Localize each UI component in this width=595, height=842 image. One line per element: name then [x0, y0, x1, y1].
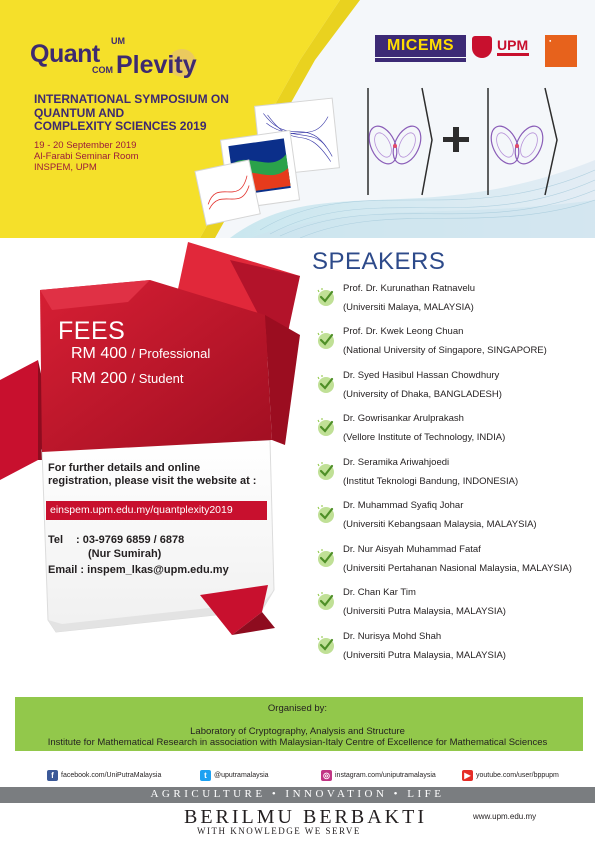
- speaker-name: Dr. Syed Hasibul Hassan Chowdhury: [343, 370, 500, 381]
- tagline-text: AGRICULTURE • INNOVATION • LIFE: [150, 788, 445, 800]
- symposium-title: [34, 93, 304, 134]
- speaker-item: [316, 500, 586, 540]
- fees-card-artwork: [0, 240, 300, 640]
- event-venue: Al-Farabi Seminar Room: [34, 151, 139, 162]
- tel-row: [48, 534, 185, 546]
- symposium-title-line-3: COMPLEXITY SCIENCES 2019: [34, 119, 207, 133]
- event-date: 19 - 20 September 2019: [34, 140, 137, 151]
- symposium-title-line-1: INTERNATIONAL SYMPOSIUM ON: [34, 92, 229, 106]
- social-link[interactable]: [321, 770, 436, 781]
- speaker-institution: (Universiti Putra Malaysia, MALAYSIA): [343, 650, 506, 661]
- instagram-icon: ◎: [321, 770, 332, 781]
- speaker-name: Dr. Chan Kar Tim: [343, 587, 416, 598]
- check-icon: [316, 417, 336, 437]
- check-icon: [316, 287, 336, 307]
- email-row: [48, 564, 229, 576]
- logo-um-text: UM: [111, 36, 125, 46]
- symposium-title-line-2: QUANTUM AND: [34, 105, 125, 120]
- logo-plexity-text: Plevity: [116, 51, 197, 79]
- header-banner: [0, 0, 595, 238]
- fee-amount: RM 400: [71, 345, 128, 362]
- speaker-institution: (University of Dhaka, BANGLADESH): [343, 389, 502, 400]
- speaker-item: [316, 370, 586, 410]
- social-link-text: instagram.com/uniputramalaysia: [335, 772, 436, 779]
- organiser-label: Organised by:: [267, 703, 328, 714]
- micems-logo: MICEMS: [375, 35, 466, 57]
- facebook-icon: f: [47, 770, 58, 781]
- logo-com-text: COM: [92, 65, 113, 75]
- details-line-1: For further details and online: [48, 462, 201, 474]
- social-link-text: youtube.com/user/bppupm: [476, 772, 559, 779]
- speaker-name: Prof. Dr. Kurunathan Ratnavelu: [343, 283, 476, 294]
- speaker-institution: (National University of Singapore, SINGAPORE): [343, 345, 547, 356]
- speaker-item: [316, 631, 586, 671]
- speaker-institution: (Universiti Malaya, MALAYSIA): [343, 302, 474, 313]
- speaker-name: Dr. Nur Aisyah Muhammad Fataf: [343, 544, 481, 555]
- upm-logo-underline: [497, 53, 529, 56]
- speaker-item: [316, 544, 586, 584]
- speaker-item: [316, 283, 586, 323]
- speaker-name: Dr. Gowrisankar Arulprakash: [343, 413, 464, 424]
- tel-label: Tel: [48, 534, 64, 546]
- email-value[interactable]: : inspem_lkas@upm.edu.my: [80, 564, 229, 576]
- youtube-icon: ▶: [462, 770, 473, 781]
- speaker-item: [316, 587, 586, 627]
- social-link[interactable]: [462, 770, 559, 781]
- email-label: Email: [48, 564, 78, 576]
- check-icon: [316, 504, 336, 524]
- fee-professional: [71, 345, 210, 363]
- speaker-item: [316, 326, 586, 366]
- logo-quant-text: Quant: [30, 40, 100, 68]
- graph-card-3: [195, 160, 260, 225]
- fee-amount: RM 200: [71, 370, 128, 387]
- speaker-institution: (Institut Teknologi Bandung, INDONESIA): [343, 476, 519, 487]
- speaker-item: [316, 413, 586, 453]
- speaker-name: Dr. Seramika Ariwahjoedi: [343, 457, 450, 468]
- upm-logo: UPM: [497, 37, 529, 53]
- sdg-badge-icon: ●: [545, 35, 577, 67]
- footer-website-link[interactable]: www.upm.edu.my: [473, 812, 537, 821]
- social-link-text: @uputramalaysia: [214, 772, 269, 779]
- micems-logo-underline: [375, 58, 466, 62]
- university-motto: BERILMU BERBAKTI: [184, 806, 427, 828]
- check-icon: [316, 635, 336, 655]
- social-link[interactable]: [47, 770, 161, 781]
- upm-crest-icon: [472, 36, 492, 58]
- registration-details: [48, 462, 278, 488]
- fee-category: / Professional: [131, 346, 211, 361]
- speaker-name: Prof. Dr. Kwek Leong Chuan: [343, 326, 464, 337]
- check-icon: [316, 548, 336, 568]
- check-icon: [316, 330, 336, 350]
- speaker-name: Dr. Muhammad Syafiq Johar: [343, 500, 464, 511]
- check-icon: [316, 374, 336, 394]
- social-link-text: facebook.com/UniPutraMalaysia: [61, 772, 162, 779]
- tel-value: : 03-9769 6859 / 6878: [76, 534, 185, 546]
- fee-student: [71, 370, 184, 388]
- organiser-line-1: Laboratory of Cryptography, Analysis and Structure: [190, 726, 405, 737]
- speaker-institution: (Universiti Pertahanan Nasional Malaysia, MALAYSIA): [343, 563, 572, 574]
- event-info: [34, 140, 139, 173]
- social-link[interactable]: [200, 770, 269, 781]
- details-line-2: registration, please visit the website at :: [48, 475, 257, 487]
- speakers-heading: SPEAKERS: [312, 248, 446, 275]
- speaker-name: Dr. Nurisya Mohd Shah: [343, 631, 442, 642]
- speaker-item: [316, 457, 586, 497]
- speaker-institution: (Vellore Institute of Technology, INDIA): [343, 432, 506, 443]
- event-location: INSPEM, UPM: [34, 162, 97, 173]
- fees-title: FEES: [58, 317, 126, 345]
- registration-website-link[interactable]: einspem.upm.edu.my/quantplexity2019: [50, 504, 233, 516]
- speaker-institution: (Universiti Putra Malaysia, MALAYSIA): [343, 606, 506, 617]
- check-icon: [316, 591, 336, 611]
- tel-contact-person: (Nur Sumirah): [88, 548, 162, 560]
- attractor-equation: [364, 88, 557, 195]
- fee-category: / Student: [131, 371, 184, 386]
- university-motto-subtitle: WITH KNOWLEDGE WE SERVE: [197, 826, 361, 836]
- check-icon: [316, 461, 336, 481]
- organiser-line-2: Institute for Mathematical Research in association with Malaysian-Italy Centre of Excellence for Mathematical Sciences: [47, 737, 548, 748]
- speaker-institution: (Universiti Kebangsaan Malaysia, MALAYSIA): [343, 519, 537, 530]
- twitter-icon: t: [200, 770, 211, 781]
